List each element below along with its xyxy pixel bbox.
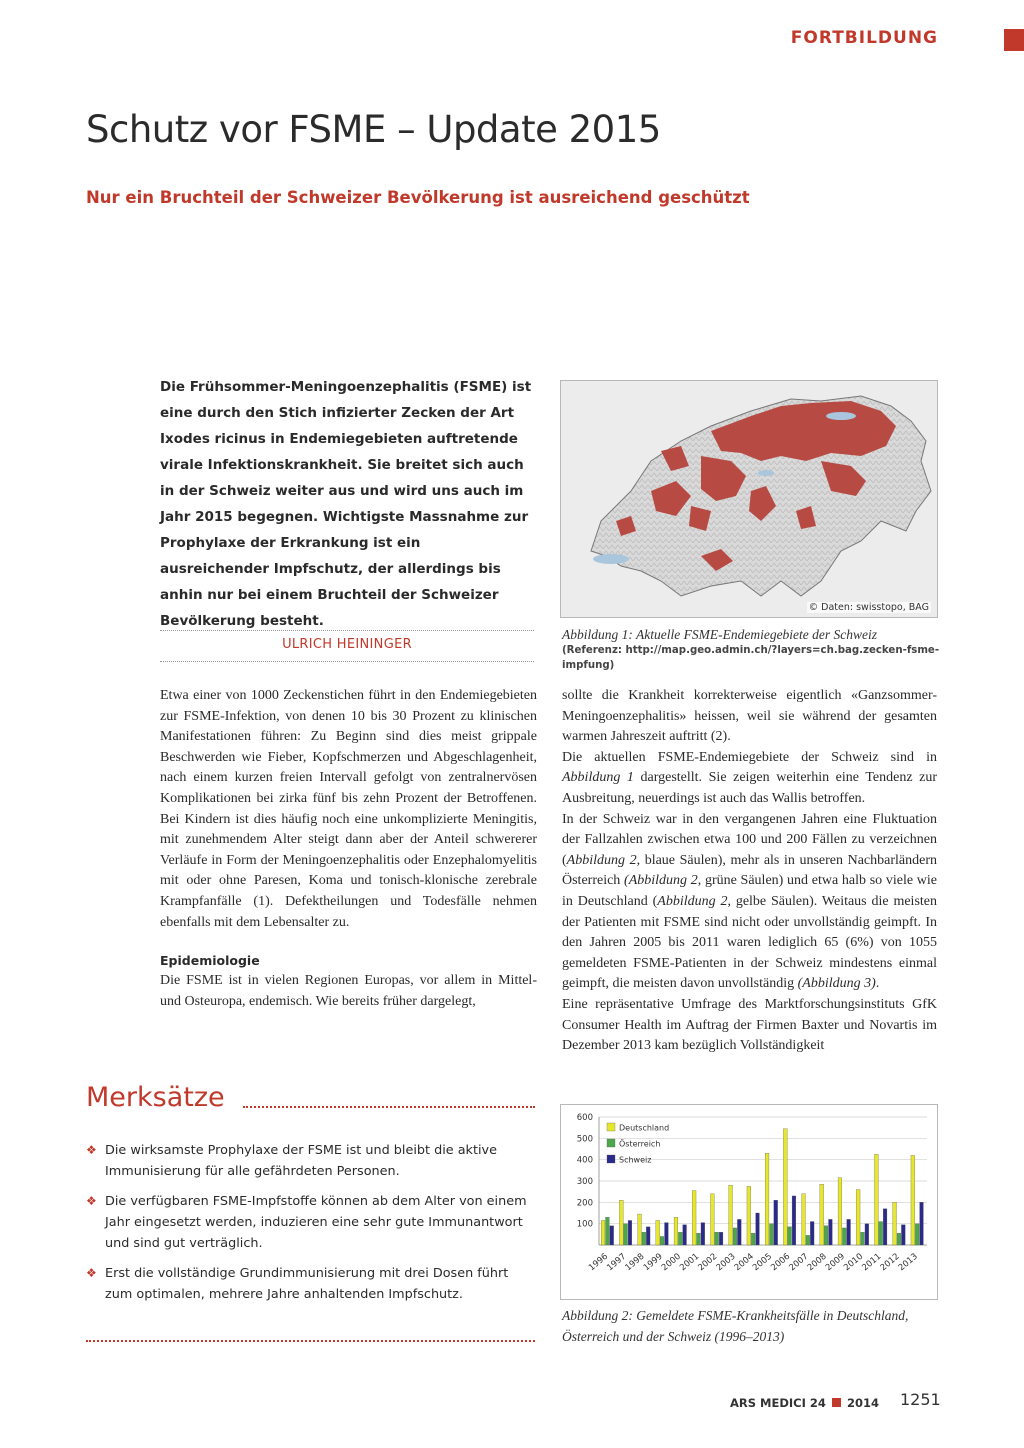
- section-label: FORTBILDUNG: [790, 28, 938, 48]
- merksaetze-divider-bottom: [86, 1340, 535, 1342]
- bar-deutschland: [765, 1153, 769, 1245]
- bar-deutschland: [820, 1184, 824, 1245]
- bar-österreich: [897, 1233, 901, 1245]
- bar-österreich: [806, 1235, 810, 1245]
- bar-deutschland: [711, 1194, 715, 1245]
- paragraph-col2-4: Eine repräsentative Umfrage des Marktforschungsinstituts GfK Consumer Health im Auftrag der Firmen Baxter und Novartis im Dezember 2013 kam bezüglich Vollständigkeit: [562, 996, 937, 1054]
- bar-schweiz: [737, 1219, 741, 1245]
- bar-deutschland: [601, 1220, 605, 1245]
- bar-schweiz: [719, 1232, 723, 1245]
- bar-schweiz: [756, 1213, 760, 1245]
- bar-österreich: [770, 1224, 774, 1245]
- x-tick-label: 2012: [878, 1251, 902, 1274]
- footer-journal: ARS MEDICI 24 2014: [730, 1396, 879, 1410]
- x-tick-label: 2008: [805, 1251, 829, 1274]
- bar-deutschland: [656, 1220, 660, 1245]
- x-tick-label: 2002: [696, 1251, 720, 1274]
- x-tick-label: 2006: [769, 1251, 793, 1274]
- x-tick-label: 2010: [842, 1251, 866, 1274]
- bar-schweiz: [646, 1227, 650, 1245]
- bar-schweiz: [610, 1226, 614, 1245]
- article-lead: Die Frühsommer-Meningoenzephalitis (FSME) ist eine durch den Stich infizierter Zecken der Art Ixodes ricinus in Endemiegebieten auftretende virale Infektionskrankheit. Sie breitet sich auch in der Schweiz weiter aus und wird uns auch im Jahr 2015 begegnen. Wichtigste Massnahme zur Prophylaxe der Erkrankung ist ein ausreichender Impfschutz, der allerdings bis anhin nur bei einem Bruchteil der Schweizer Bevölkerung besteht.: [160, 379, 532, 629]
- diamond-bullet-icon: ❖: [86, 1266, 97, 1280]
- bar-deutschland: [638, 1214, 642, 1245]
- paragraph-epidemiologie: Die FSME ist in vielen Regionen Europas, vor allem in Mittel- und Osteuropa, endemisch. Wie bereits früher dargelegt,: [160, 973, 537, 1009]
- bar-schweiz: [829, 1219, 833, 1245]
- bar-österreich: [606, 1217, 610, 1245]
- figure-1-credit: © Daten: swisstopo, BAG: [808, 602, 929, 613]
- bar-schweiz: [901, 1225, 905, 1245]
- bar-deutschland: [856, 1190, 860, 1245]
- x-tick-label: 1997: [605, 1251, 629, 1274]
- x-tick-label: 2009: [823, 1251, 847, 1274]
- bar-deutschland: [875, 1154, 879, 1245]
- legend-swatch: [607, 1139, 615, 1147]
- bar-deutschland: [674, 1217, 678, 1245]
- x-tick-label: 1999: [641, 1251, 665, 1274]
- legend-label: Schweiz: [619, 1155, 652, 1165]
- legend-label: Deutschland: [619, 1123, 670, 1133]
- bar-österreich: [824, 1226, 828, 1245]
- merksatz-item: ❖ Die wirksamste Prophylaxe der FSME ist und bleibt die aktive Immunisierung für alle gefährdeten Personen.: [86, 1140, 536, 1182]
- bar-deutschland: [783, 1129, 787, 1245]
- bar-schweiz: [865, 1224, 869, 1245]
- x-tick-label: 1998: [623, 1251, 647, 1274]
- bar-österreich: [642, 1232, 646, 1245]
- bar-deutschland: [729, 1185, 733, 1245]
- body-column-2: [562, 686, 937, 1057]
- bar-österreich: [842, 1228, 846, 1245]
- bar-schweiz: [847, 1219, 851, 1245]
- article-title: Schutz vor FSME – Update 2015: [86, 108, 661, 151]
- merksaetze-title: Merksätze: [86, 1082, 225, 1113]
- y-tick-label: 600: [576, 1113, 593, 1123]
- bar-österreich: [751, 1233, 755, 1245]
- bar-schweiz: [701, 1223, 705, 1245]
- bar-deutschland: [619, 1200, 623, 1245]
- bar-schweiz: [628, 1220, 632, 1245]
- author-name: ULRICH HEININGER: [282, 637, 412, 652]
- article-subtitle: Nur ein Bruchteil der Schweizer Bevölkerung ist ausreichend geschützt: [86, 188, 750, 207]
- y-tick-label: 500: [576, 1134, 593, 1145]
- fsme-cases-chart: [561, 1105, 937, 1299]
- x-tick-label: 2000: [659, 1251, 683, 1274]
- legend-swatch: [607, 1123, 615, 1131]
- bar-österreich: [624, 1224, 628, 1245]
- bar-schweiz: [665, 1223, 669, 1245]
- figure-1-reference: (Referenz: http://map.geo.admin.ch/?layers=ch.bag.zecken-fsme-impfung): [562, 645, 940, 671]
- bar-deutschland: [692, 1191, 696, 1245]
- bar-deutschland: [838, 1178, 842, 1245]
- y-tick-label: 200: [576, 1198, 593, 1209]
- figure-ref: (Abbildung 2: [624, 873, 698, 889]
- x-tick-label: 2007: [787, 1251, 811, 1274]
- figure-2-caption: Abbildung 2: Gemeldete FSME-Krankheitsfälle in Deutschland, Österreich und der Schweiz (1996–2013): [562, 1308, 909, 1344]
- bar-schweiz: [792, 1196, 796, 1245]
- x-tick-label: 2011: [860, 1251, 884, 1274]
- diamond-bullet-icon: ❖: [86, 1143, 97, 1157]
- legend-swatch: [607, 1155, 615, 1163]
- figure-2-chart: [560, 1104, 938, 1300]
- bar-deutschland: [747, 1186, 751, 1245]
- section-marker: [1004, 29, 1024, 51]
- bar-schweiz: [683, 1225, 687, 1245]
- paragraph-intro: Etwa einer von 1000 Zeckenstichen führt in den Endemiegebieten zur FSME-Infektion, von denen 10 bis 30 Prozent zu klinischen Manifestationen führen: Zu Beginn sind dies meist grippale Beschwerden wie Fieber, Kopfschmerzen und Abgeschlagenheit, nach einem kurzen freien Intervall gefolgt von zentralnervösen Komplikationen bei zirka fünf bis zehn Prozent der Betroffenen. Bei Kindern ist dies häufig noch eine unkomplizierte Meningitis, mit zunehmendem Alter steigt dann aber der Anteil schwererer Verläufe in Form der Meningoenzephalitis oder Enzephalomyelitis mit oder ohne Paresen, Koma und tonisch-klonische zerebrale Krampfanfälle (1). Defektheilungen und Todesfälle nehmen ebenfalls mit dem Lebensalter zu.: [160, 688, 537, 930]
- y-tick-label: 100: [576, 1219, 593, 1230]
- bar-österreich: [697, 1233, 701, 1245]
- x-tick-label: 2013: [896, 1251, 920, 1274]
- legend-label: Österreich: [619, 1139, 661, 1149]
- diamond-bullet-icon: ❖: [86, 1194, 97, 1208]
- body-column-1: [160, 686, 537, 1012]
- merksaetze-divider-top: [243, 1106, 535, 1108]
- figure-1-caption: Abbildung 1: Aktuelle FSME-Endemiegebiete der Schweiz: [562, 627, 878, 642]
- figure-1-caption-block: [562, 626, 942, 673]
- figure-ref: Abbildung 2: [657, 893, 728, 909]
- bar-schweiz: [774, 1200, 778, 1245]
- x-tick-label: 2004: [732, 1251, 756, 1274]
- x-tick-label: 2003: [714, 1251, 738, 1274]
- subhead-epidemiologie: Epidemiologie: [160, 953, 260, 969]
- bar-schweiz: [920, 1202, 924, 1245]
- paragraph-col2-1: sollte die Krankheit korrekterweise eigentlich «Ganzsommer-Meningoenzephalitis» heissen, weil sie während der gesamten warmen Jahreszeit auftritt (2).: [562, 688, 937, 745]
- bar-österreich: [861, 1232, 865, 1245]
- merksatz-item: ❖ Die verfügbaren FSME-Impfstoffe können ab dem Alter von einem Jahr eingesetzt werden, induzieren eine sehr gute Immunantwort und sind gut verträglich.: [86, 1191, 536, 1254]
- y-tick-label: 300: [576, 1177, 593, 1187]
- x-tick-label: 2005: [751, 1251, 775, 1274]
- bar-deutschland: [911, 1155, 915, 1245]
- bar-österreich: [733, 1228, 737, 1245]
- y-tick-label: 400: [576, 1155, 593, 1166]
- bar-österreich: [660, 1236, 664, 1245]
- bar-österreich: [879, 1222, 883, 1245]
- bar-deutschland: [893, 1202, 897, 1245]
- bar-österreich: [788, 1227, 792, 1245]
- footer-square-icon: [832, 1398, 841, 1407]
- figure-1-map: [560, 380, 938, 618]
- bar-deutschland: [802, 1194, 806, 1245]
- merksatz-item: ❖ Erst die vollständige Grundimmunisierung mit drei Dosen führt zum optimalen, mehrere Jahre anhaltenden Impfschutz.: [86, 1263, 536, 1305]
- x-tick-label: 2001: [678, 1251, 702, 1274]
- merksaetze-list: [86, 1140, 536, 1314]
- figure-ref: Abbildung 1: [562, 770, 634, 786]
- bar-österreich: [915, 1224, 919, 1245]
- paragraph-col2-3: In der Schweiz war in den vergangenen Jahren eine Fluktuation der Fallzahlen zwischen etwa 100 und 200 Fällen zu verzeichnen (Abbildung 2, blaue Säulen), mehr als in unseren Nachbarländern Österreich (Abbildung 2, grüne Säulen) und etwa halb so viele wie in Deutschland (Abbildung 2, gelbe Säulen). Weitaus die meisten der Patienten mit FSME sind nicht oder unvollständig geimpft. In den Jahren 2005 bis 2011 waren lediglich 65 (6%) von 1055 gemeldeten FSME-Patienten in der Schweiz mindestens einmal geimpft, die meisten davon unvollständig (Abbildung 3).: [562, 811, 938, 992]
- figure-ref: Abbildung 2: [566, 852, 637, 868]
- bar-schweiz: [883, 1209, 887, 1245]
- switzerland-map: [561, 381, 938, 618]
- bar-österreich: [678, 1232, 682, 1245]
- figure-ref: (Abbildung 3): [797, 976, 876, 992]
- x-tick-label: 1996: [587, 1251, 611, 1274]
- bar-österreich: [715, 1232, 719, 1245]
- paragraph-col2-2: Die aktuellen FSME-Endemiegebiete der Schweiz sind in Abbildung 1 dargestellt. Sie zeigen weiterhin eine Tendenz zur Ausbreitung, neuerdings ist auch das Wallis betroffen.: [562, 749, 937, 806]
- bar-schweiz: [810, 1222, 814, 1245]
- page-number: 1251: [900, 1390, 941, 1409]
